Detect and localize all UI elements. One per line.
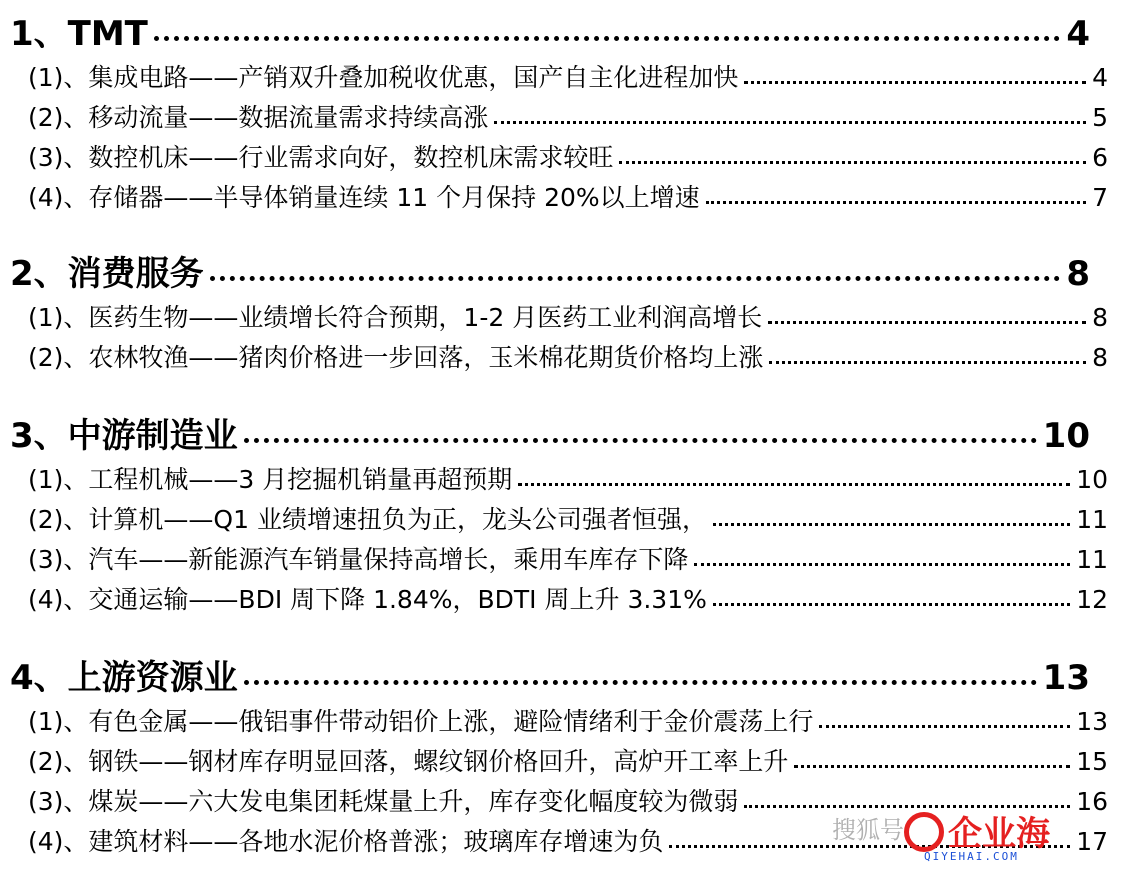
entry-title: (3)、煤炭——六大发电集团耗煤量上升，库存变化幅度较为微弱 — [28, 787, 739, 816]
entry-title: (1)、工程机械——3 月挖掘机销量再超预期 — [28, 465, 513, 494]
dot-leader — [244, 655, 1037, 689]
dot-leader — [768, 301, 1086, 326]
dot-leader — [819, 705, 1070, 730]
entry-title: (2)、钢铁——钢材库存明显回落，螺纹钢价格回升，高炉开工率上升 — [28, 747, 789, 776]
watermark-text: 搜狐号 — [832, 816, 904, 844]
entry-title: (3)、汽车——新能源汽车销量保持高增长，乘用车库存下降 — [28, 545, 689, 574]
dot-leader — [694, 543, 1070, 568]
entry-page-number: 6 — [1092, 143, 1108, 172]
toc-section-heading[interactable] — [0, 408, 1108, 457]
dot-leader — [244, 413, 1037, 447]
dot-leader — [210, 251, 1061, 285]
toc-entry[interactable] — [0, 580, 1126, 616]
entry-page-number: 8 — [1092, 343, 1108, 372]
entry-title: (1)、医药生物——业绩增长符合预期，1-2 月医药工业利润高增长 — [28, 303, 763, 332]
section-page-number: 4 — [1066, 14, 1090, 54]
toc-entry[interactable] — [0, 338, 1126, 374]
toc-entry[interactable] — [0, 98, 1126, 134]
logo-domain-text: QIYEHAI.COM — [924, 850, 1019, 863]
section-title: 4、上游资源业 — [10, 658, 238, 698]
entry-page-number: 16 — [1076, 787, 1108, 816]
entry-page-number: 11 — [1076, 505, 1108, 534]
toc-entry[interactable] — [0, 178, 1126, 214]
section-title: 3、中游制造业 — [10, 416, 238, 456]
entry-title: (2)、计算机——Q1 业绩增速扭负为正，龙头公司强者恒强， — [28, 505, 707, 534]
logo-brand-text: 企业海 — [948, 814, 1050, 854]
entry-page-number: 13 — [1076, 707, 1108, 736]
entry-page-number: 8 — [1092, 303, 1108, 332]
brand-logo — [904, 806, 1064, 868]
toc-section-heading[interactable] — [0, 650, 1108, 699]
entry-page-number: 7 — [1092, 183, 1108, 212]
dot-leader — [494, 101, 1086, 126]
logo-circle-icon — [904, 812, 944, 852]
section-title: 2、消费服务 — [10, 254, 204, 294]
entry-page-number: 10 — [1076, 465, 1108, 494]
toc-entry[interactable] — [0, 298, 1126, 334]
toc-entry[interactable] — [0, 460, 1126, 496]
entry-title: (4)、建筑材料——各地水泥价格普涨；玻璃库存增速为负 — [28, 827, 664, 856]
dot-leader — [706, 181, 1086, 206]
section-title: 1、TMT — [10, 14, 148, 54]
entry-page-number: 11 — [1076, 545, 1108, 574]
toc-entry[interactable] — [0, 58, 1126, 94]
entry-page-number: 15 — [1076, 747, 1108, 776]
entry-title: (3)、数控机床——行业需求向好，数控机床需求较旺 — [28, 143, 614, 172]
dot-leader — [154, 11, 1060, 45]
watermark — [824, 806, 1064, 868]
dot-leader — [769, 341, 1086, 366]
entry-title: (4)、交通运输——BDI 周下降 1.84%，BDTI 周上升 3.31% — [28, 585, 707, 614]
dot-leader — [518, 463, 1070, 488]
section-page-number: 13 — [1042, 658, 1090, 698]
toc-entry[interactable] — [0, 742, 1126, 778]
toc-section-heading[interactable] — [0, 246, 1108, 295]
entry-title: (4)、存储器——半导体销量连续 11 个月保持 20%以上增速 — [28, 183, 700, 212]
toc-entry[interactable] — [0, 500, 1126, 536]
entry-page-number: 5 — [1092, 103, 1108, 132]
section-page-number: 10 — [1042, 416, 1090, 456]
entry-title: (2)、移动流量——数据流量需求持续高涨 — [28, 103, 489, 132]
entry-page-number: 12 — [1076, 585, 1108, 614]
toc-entry[interactable] — [0, 702, 1126, 738]
dot-leader — [713, 503, 1070, 528]
dot-leader — [744, 61, 1086, 86]
dot-leader — [619, 141, 1086, 166]
entry-page-number: 17 — [1076, 827, 1108, 856]
toc-entry[interactable] — [0, 138, 1126, 174]
entry-title: (1)、有色金属——俄铝事件带动铝价上涨，避险情绪利于金价震荡上行 — [28, 707, 814, 736]
dot-leader — [713, 583, 1070, 608]
toc-entry[interactable] — [0, 540, 1126, 576]
entry-title: (1)、集成电路——产销双升叠加税收优惠，国产自主化进程加快 — [28, 63, 739, 92]
toc-section-heading[interactable] — [0, 6, 1108, 55]
section-page-number: 8 — [1066, 254, 1090, 294]
entry-page-number: 4 — [1092, 63, 1108, 92]
entry-title: (2)、农林牧渔——猪肉价格进一步回落，玉米棉花期货价格均上涨 — [28, 343, 764, 372]
dot-leader — [794, 745, 1070, 770]
